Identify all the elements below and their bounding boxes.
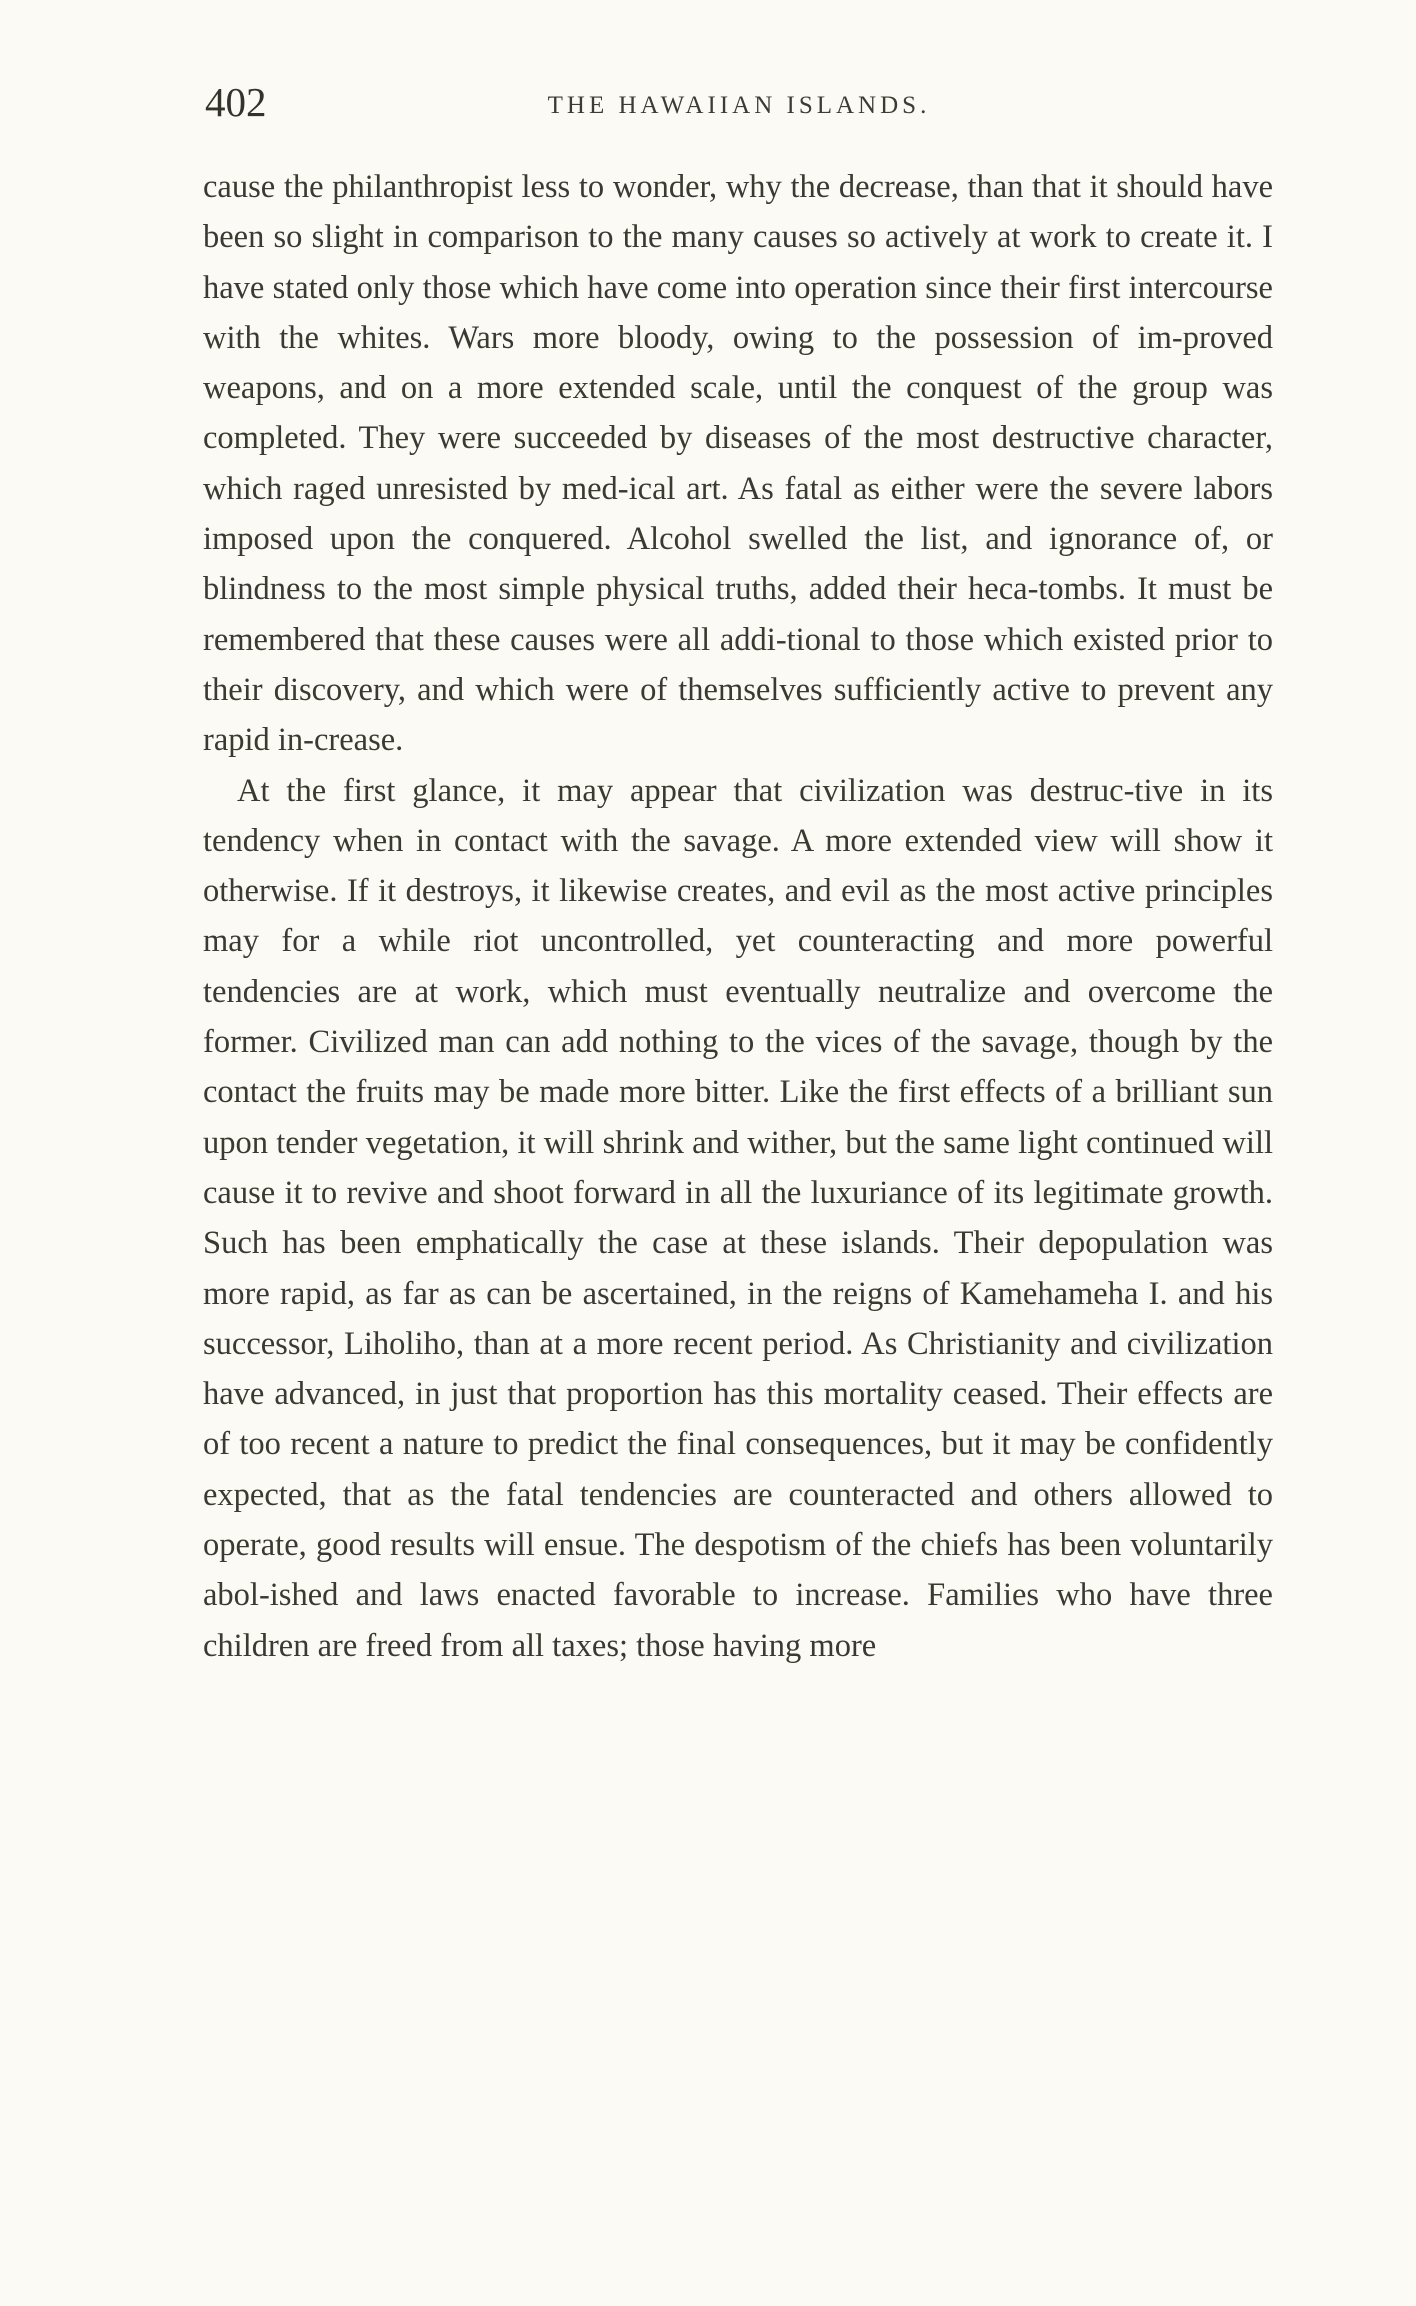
running-head: THE HAWAIIAN ISLANDS. <box>547 92 931 119</box>
paragraph-1: cause the philanthropist less to wonder, why the decrease, than that it should have been so slight in comparison to the many causes so actively at work to create it. I have stated only those which have come into operation since their first intercourse with the whites. Wars more bloody, owing to the possession of im-proved weapons, and on a more extended scale, until the conquest of the group was completed. They were succeeded by diseases of the most destructive character, which raged unresisted by med-ical art. As fatal as either were the severe labors imposed upon the conquered. Alcohol swelled the list, and ignorance of, or blindness to the most simple physical truths, added their heca-tombs. It must be remembered that these causes were all addi-tional to those which existed prior to their discovery, and which were of themselves sufficiently active to prevent any rapid in-crease. <box>203 169 1273 759</box>
paragraph-2: At the first glance, it may appear that civilization was destruc-tive in its tendency when in contact with the savage. A more extended view will show it otherwise. If it destroys, it likewise creates, and evil as the most active principles may for a while riot uncontrolled, yet counteracting and more powerful tendencies are at work, which must eventually neutralize and overcome the former. Civilized man can add nothing to the vices of the savage, though by the contact the fruits may be made more bitter. Like the first effects of a brilliant sun upon tender vegetation, it will shrink and wither, but the same light continued will cause it to revive and shoot forward in all the luxuriance of its legitimate growth. Such has been emphatically the case at these islands. Their depopulation was more rapid, as far as can be ascertained, in the reigns of Kamehameha I. and his successor, Liholiho, than at a more recent period. As Christianity and civilization have advanced, in just that proportion has this mortality ceased. Their effects are of too recent a nature to predict the final consequences, but it may be confidently expected, that as the fatal tendencies are counteracted and others allowed to operate, good results will ensue. The despotism of the chiefs has been voluntarily abol-ished and laws enacted favorable to increase. Families who have three children are freed from all taxes; those having more <box>203 772 1273 1664</box>
body-text <box>203 162 1273 1671</box>
page-header <box>205 78 1273 128</box>
page-number: 402 <box>205 79 267 125</box>
